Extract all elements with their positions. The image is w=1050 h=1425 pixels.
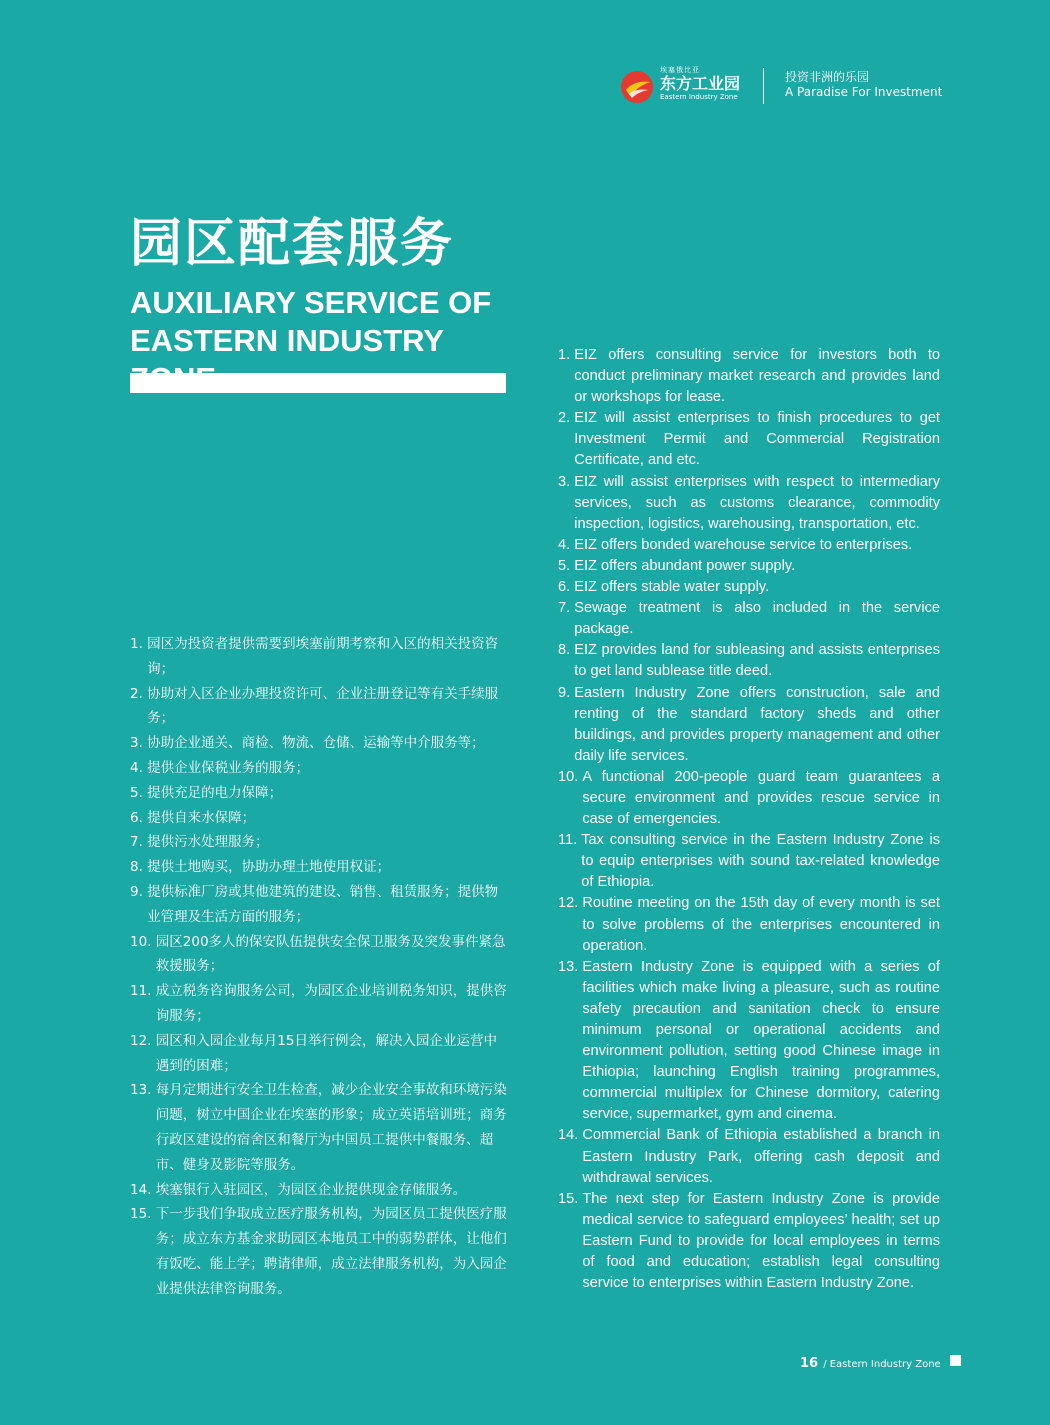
- list-item: [130, 682, 508, 732]
- list-item: [130, 880, 508, 930]
- list-item-number: 10.: [130, 933, 156, 950]
- list-item-text: EIZ provides land for subleasing and assists enterprises to get land sublease title deed.: [574, 642, 940, 680]
- list-item-number: 1.: [558, 347, 575, 363]
- page-header: [620, 66, 950, 106]
- list-item-number: 8.: [558, 642, 575, 659]
- list-item-number: 2.: [558, 410, 575, 427]
- title-underline-bar: [130, 373, 506, 393]
- list-item: [558, 1189, 940, 1294]
- list-item: [130, 855, 508, 880]
- list-item-text: 提供标准厂房或其他建筑的建设、销售、租赁服务；提供物业管理及生活方面的服务；: [147, 883, 499, 925]
- list-item-text: Sewage treatment is also included in the service package.: [574, 600, 940, 638]
- list-item-text: 园区和入园企业每月15日举行例会，解决入园企业运营中遇到的困难；: [155, 1032, 497, 1074]
- list-item-number: 10.: [558, 768, 583, 785]
- list-item-number: 11.: [558, 832, 582, 849]
- page-number: 16: [800, 1356, 819, 1371]
- list-item-number: 9.: [558, 684, 575, 701]
- list-item-text: Routine meeting on the 15th day of every month is set to solve problems of the enterprises encountered in operation.: [582, 895, 940, 954]
- list-item-text: EIZ will assist enterprises to finish procedures to get Investment Permit and Commercial Registration Certificate, and etc.: [574, 410, 940, 469]
- list-item-text: 提供企业保税业务的服务；: [147, 759, 310, 776]
- list-item: [130, 781, 508, 806]
- list-item-text: 成立税务咨询服务公司，为园区企业培训税务知识，提供咨询服务；: [155, 983, 507, 1024]
- list-item-number: 5.: [130, 784, 148, 801]
- list-item: [130, 979, 508, 1029]
- page-title-chinese: 园区配套服务: [130, 214, 455, 274]
- list-item: [130, 930, 508, 980]
- page-footer-label: / Eastern Industry Zone: [823, 1359, 941, 1370]
- list-item-number: 4.: [558, 536, 575, 553]
- page-footer: [800, 1352, 965, 1370]
- list-item-number: 3.: [130, 735, 148, 752]
- list-item-text: 提供土地购买，协助办理土地使用权证；: [147, 859, 391, 876]
- list-item: [558, 408, 940, 471]
- list-item-text: 埃塞银行入驻园区，为园区企业提供现金存储服务。: [155, 1181, 467, 1198]
- list-item: [130, 756, 508, 781]
- list-item-text: EIZ offers stable water supply.: [574, 579, 770, 596]
- list-item-text: Tax consulting service in the Eastern Industry Zone is to equip enterprises with sound tax-related knowledge of Ethiopia.: [581, 832, 940, 891]
- list-item-text: Commercial Bank of Ethiopia established a branch in Eastern Industry Park, offering cash deposit and withdrawal services.: [582, 1127, 940, 1186]
- list-item-text: EIZ offers bonded warehouse service to enterprises.: [574, 536, 913, 553]
- list-item-number: 12.: [558, 895, 583, 912]
- list-item-text: 提供自来水保障；: [147, 809, 256, 826]
- list-item: [558, 640, 940, 682]
- list-item-number: 6.: [130, 809, 148, 826]
- list-item-number: 5.: [558, 557, 575, 574]
- english-service-list: [558, 345, 940, 1294]
- list-item: [558, 957, 940, 1126]
- list-item-number: 1.: [130, 636, 148, 652]
- list-item-text: 提供污水处理服务；: [147, 834, 269, 851]
- list-item-text: The next step for Eastern Industry Zone is provide medical service to safeguard employees’ health; set up Eastern Fund to provide for local employees in terms of food and education; establish legal consulting service to enterprises within Eastern Industry Zone.: [582, 1190, 940, 1292]
- list-item-text: EIZ offers abundant power supply.: [574, 557, 796, 574]
- tagline-chinese: 投资非洲的乐园: [785, 70, 870, 84]
- list-item-number: 6.: [558, 579, 575, 596]
- eastern-industry-zone-logo-icon: [620, 70, 654, 104]
- list-item-text: 协助企业通关、商检、物流、仓储、运输等中介服务等；: [147, 735, 485, 752]
- list-item: [558, 345, 940, 408]
- list-item: [130, 731, 508, 756]
- list-item-text: Eastern Industry Zone is equipped with a series of facilities which make living a pleasure, such as routine safety precaution and sanitation check to ensure minimum personal or operational accidents and environment pollution, setting good Chinese image in Ethiopia; launching English training programmes, commercial multiplex for Chinese dormitory, catering service, supermarket, gym and cinema.: [582, 958, 940, 1123]
- list-item: [130, 1029, 508, 1079]
- list-item: [558, 535, 940, 556]
- list-item: [130, 806, 508, 831]
- list-item: [130, 1178, 508, 1203]
- list-item: [130, 830, 508, 855]
- list-item-text: 下一步我们争取成立医疗服务机构，为园区员工提供医疗服务；成立东方基金求助园区本地员工中的弱势群体，让他们有饭吃、能上学；聘请律师，成立法律服务机构，为入园企业提供法律咨询服务。: [155, 1206, 507, 1297]
- chinese-service-list: [130, 632, 508, 1302]
- list-item: [558, 767, 940, 830]
- list-item: [558, 830, 940, 893]
- header-divider: [763, 68, 764, 104]
- list-item-number: 3.: [558, 473, 575, 490]
- list-item-number: 7.: [130, 834, 148, 851]
- list-item-text: 园区为投资者提供需要到埃塞前期考察和入区的相关投资咨询；: [147, 636, 499, 677]
- list-item-number: 15.: [130, 1206, 156, 1223]
- list-item-text: Eastern Industry Zone offers construction, sale and renting of the standard factory sheds and other buildings, and provides property management and other daily life services.: [574, 684, 940, 764]
- list-item: [130, 1202, 508, 1301]
- list-item: [558, 598, 940, 640]
- list-item-number: 13.: [558, 958, 583, 975]
- list-item: [558, 577, 940, 598]
- list-item-number: 14.: [130, 1181, 156, 1198]
- list-item-text: EIZ offers consulting service for investors both to conduct preliminary market research and provides land or workshops for lease.: [574, 347, 940, 406]
- list-item: [130, 1078, 508, 1177]
- logo-small-text: 埃塞俄比亚: [660, 66, 700, 74]
- list-item: [558, 1125, 940, 1188]
- footer-square-icon: [950, 1355, 961, 1366]
- list-item-number: 9.: [130, 883, 148, 900]
- list-item-text: 协助对入区企业办理投资许可、企业注册登记等有关手续服务；: [147, 685, 499, 727]
- list-item: [558, 683, 940, 767]
- list-item-number: 13.: [130, 1082, 156, 1099]
- list-item-number: 4.: [130, 759, 148, 776]
- logo-wordmark: [660, 66, 760, 102]
- logo-english-name: Eastern Industry Zone: [660, 93, 738, 101]
- list-item: [558, 556, 940, 577]
- list-item-number: 14.: [558, 1127, 583, 1144]
- list-item-number: 11.: [130, 983, 156, 1000]
- list-item: [558, 472, 940, 535]
- list-item-number: 8.: [130, 859, 148, 876]
- list-item-text: 园区200多人的保安队伍提供安全保卫服务及突发事件紧急救援服务；: [155, 933, 506, 975]
- list-item-text: 提供充足的电力保障；: [147, 784, 283, 801]
- list-item: [130, 632, 508, 682]
- list-item-number: 12.: [130, 1032, 156, 1049]
- tagline-english: A Paradise For Investment: [785, 85, 943, 99]
- list-item-text: EIZ will assist enterprises with respect to intermediary services, such as customs clearance, commodity inspection, logistics, warehousing, transportation, etc.: [574, 473, 940, 532]
- list-item-number: 2.: [130, 685, 148, 702]
- list-item: [558, 893, 940, 956]
- header-tagline: [785, 70, 955, 100]
- list-item-text: A functional 200-people guard team guarantees a secure environment and provides rescue service in case of emergencies.: [582, 768, 940, 828]
- logo-chinese-name: 东方工业园: [660, 74, 741, 93]
- page-title-english: AUXILIARY SERVICE OF EASTERN INDUSTRY: [130, 285, 492, 358]
- list-item-text: 每月定期进行安全卫生检查，减少企业安全事故和环境污染问题，树立中国企业在埃塞的形象；成立英语培训班；商务行政区建设的宿舍区和餐厅为中国员工提供中餐服务、超市、健身及影院等服务。: [155, 1082, 507, 1173]
- list-item-number: 15.: [558, 1190, 583, 1207]
- list-item-number: 7.: [558, 600, 575, 617]
